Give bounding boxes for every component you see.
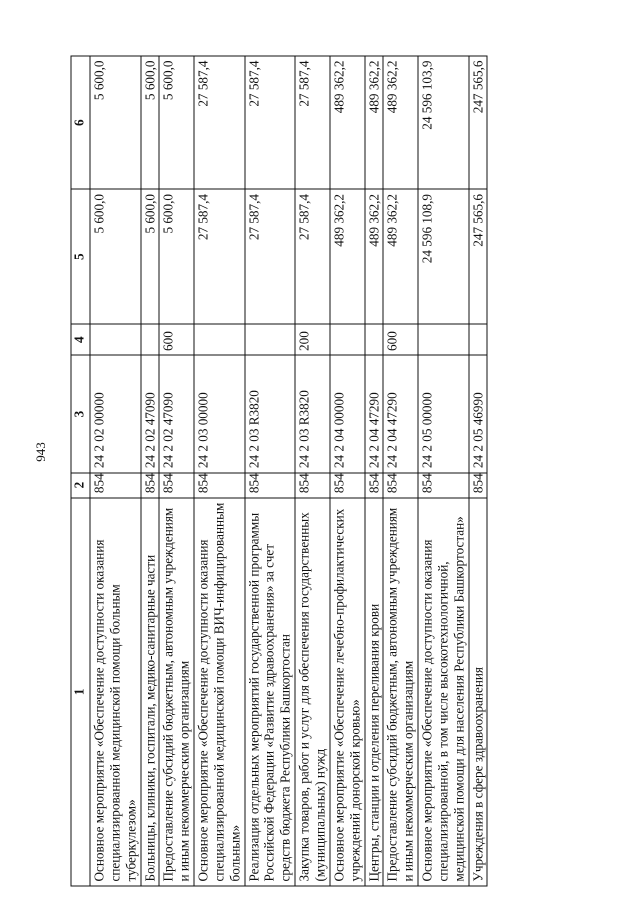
table-row [365,56,384,886]
row-name: Учреждения в сфере здравоохранения [469,498,488,886]
row-expense-type [245,324,296,355]
row-expense-type [365,324,384,355]
row-amount-1: 5 600,0 [159,189,194,324]
table-row [330,56,365,886]
row-ministry-code: 854 [383,473,418,498]
row-target-code: 24 2 02 47090 [141,355,160,472]
row-amount-2: 489 362,2 [330,56,365,189]
table-row [141,56,160,886]
row-target-code: 24 2 03 R3820 [245,355,296,472]
row-target-code: 24 2 03 00000 [194,355,245,472]
row-amount-1: 24 596 108,9 [418,189,469,324]
row-name: Закупка товаров, работ и услуг для обеспечения государственных (муниципальных) нужд [295,498,330,886]
row-amount-1: 27 587,4 [245,189,296,324]
row-name: Предоставление субсидий бюджетным, автономным учреждениям и иным некоммерческим организациям [383,498,418,886]
row-amount-1: 489 362,2 [365,189,384,324]
row-ministry-code: 854 [418,473,469,498]
row-name: Больницы, клиники, госпитали, медико-санитарные части [141,498,160,886]
row-expense-type [330,324,365,355]
row-amount-2: 5 600,0 [141,56,160,189]
row-target-code: 24 2 03 R3820 [295,355,330,472]
row-amount-1: 27 587,4 [194,189,245,324]
row-expense-type: 600 [159,324,194,355]
table-row [418,56,469,886]
row-target-code: 24 2 02 47090 [159,355,194,472]
row-amount-2: 5 600,0 [159,56,194,189]
header-cell: 3 [71,355,90,472]
table-row [90,56,141,886]
row-ministry-code: 854 [159,473,194,498]
row-ministry-code: 854 [141,473,160,498]
row-ministry-code: 854 [469,473,488,498]
row-amount-2: 489 362,2 [365,56,384,189]
row-ministry-code: 854 [90,473,141,498]
row-target-code: 24 2 04 47290 [365,355,384,472]
row-target-code: 24 2 05 46990 [469,355,488,472]
header-cell: 2 [71,473,90,498]
row-name: Основное мероприятие «Обеспечение доступности оказания специализированной медицинской помощи больным туберкулезом» [90,498,141,886]
row-expense-type [194,324,245,355]
row-expense-type: 600 [383,324,418,355]
row-name: Основное мероприятие «Обеспечение доступности оказания специализированной медицинской помощи ВИЧ-инфицированным больным» [194,498,245,886]
row-amount-1: 247 565,6 [469,189,488,324]
row-ministry-code: 854 [295,473,330,498]
row-name: Основное мероприятие «Обеспечение доступности оказания специализированной, в том числе высокотехнологичной, медицинской помощи для населения Республики Башкортостан» [418,498,469,886]
row-amount-2: 489 362,2 [383,56,418,189]
row-amount-1: 5 600,0 [90,189,141,324]
row-amount-2: 27 587,4 [194,56,245,189]
row-expense-type [90,324,141,355]
table-row [295,56,330,886]
row-amount-2: 247 565,6 [469,56,488,189]
row-expense-type [141,324,160,355]
row-ministry-code: 854 [194,473,245,498]
row-target-code: 24 2 02 00000 [90,355,141,472]
row-amount-1: 27 587,4 [295,189,330,324]
row-name: Основное мероприятие «Обеспечение лечебно-профилактических учреждений донорской кровью» [330,498,365,886]
row-amount-2: 27 587,4 [295,56,330,189]
row-ministry-code: 854 [245,473,296,498]
row-target-code: 24 2 04 00000 [330,355,365,472]
header-cell: 6 [71,56,90,189]
header-row [71,56,90,886]
table-row [245,56,296,886]
row-expense-type: 200 [295,324,330,355]
row-ministry-code: 854 [365,473,384,498]
row-amount-1: 489 362,2 [383,189,418,324]
row-amount-1: 489 362,2 [330,189,365,324]
row-amount-2: 24 596 103,9 [418,56,469,189]
table-row [383,56,418,886]
header-cell: 5 [71,189,90,324]
row-amount-2: 27 587,4 [245,56,296,189]
table-row [469,56,488,886]
page-number: 943 [33,442,48,462]
row-expense-type [469,324,488,355]
row-name: Реализация отдельных мероприятий государственной программы Российской Федерации «Развитие здравоохранения» за счет средств бюджета Республики Башкортостан [245,498,296,886]
row-name: Центры, станции и отделения переливания крови [365,498,384,886]
row-target-code: 24 2 05 00000 [418,355,469,472]
row-expense-type [418,324,469,355]
budget-table-container [71,56,590,887]
table-row [159,56,194,886]
row-target-code: 24 2 04 47290 [383,355,418,472]
row-amount-2: 5 600,0 [90,56,141,189]
row-name: Предоставление субсидий бюджетным, автономным учреждениям и иным некоммерческим организациям [159,498,194,886]
header-cell: 1 [71,498,90,886]
budget-table [71,56,488,887]
header-cell: 4 [71,324,90,355]
row-amount-1: 5 600,0 [141,189,160,324]
table-row [194,56,245,886]
row-ministry-code: 854 [330,473,365,498]
